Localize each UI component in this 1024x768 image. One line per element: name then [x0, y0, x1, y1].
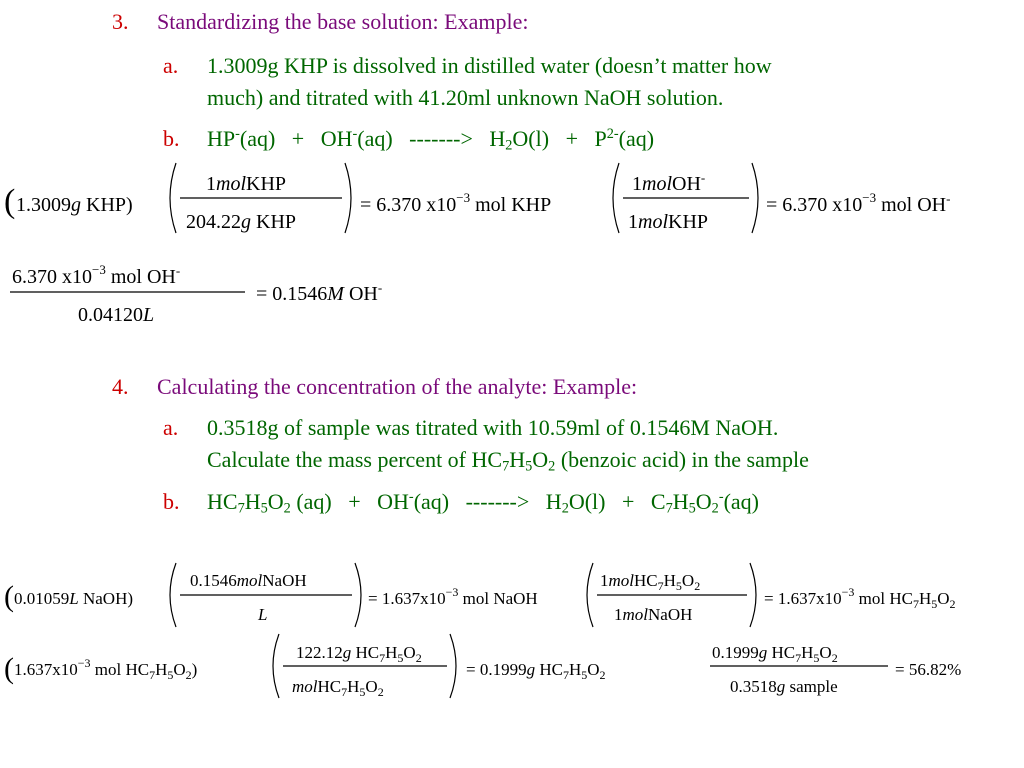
section-4a-line1: 0.3518g of sample was titrated with 10.59ml of 0.1546M NaOH.: [207, 415, 779, 440]
eq4-start: $1.637x10^{-3}$ mol $HC_7H_5O_2$): [14, 656, 198, 682]
eq2-denominator: 0.04120L: [78, 304, 155, 326]
eq1-frac2-numerator: 1molOH-: [632, 170, 706, 195]
eq3-start: 0.01059L NaOH): [14, 589, 134, 608]
eq1-result-2: = 6.370 $x10^{-3}$ mol OH-: [766, 190, 951, 216]
eq3-frac1-denominator: L: [258, 605, 268, 624]
eq3-frac1-numerator: 0.1546molNaOH: [190, 571, 307, 590]
eq4-rparen: [450, 634, 456, 698]
eq5-denominator: 0.3518g sample: [730, 677, 838, 696]
section-4-number: 4.: [112, 374, 129, 399]
eq1-frac1-numerator: 1molKHP: [206, 173, 287, 195]
section-3-title: Standardizing the base solution: Example:: [157, 9, 529, 34]
eq1-result-1: = 6.370 $x10^{-3}$ mol KHP: [360, 190, 552, 216]
section-4b-reaction: $HC_7H_5O_2$ (aq) + OH-(aq) -------> $H_2O(l) + C_7H_5O_2^-(aq)$: [207, 489, 760, 517]
eq3-frac2-denominator: 1molNaOH: [614, 605, 693, 624]
section-3-number: 3.: [112, 9, 129, 34]
eq3-result-1: = $1.637x10^{-3}$ mol NaOH: [368, 585, 538, 608]
eq3-start-paren: (: [4, 580, 14, 613]
eq1-start: 1.3009g KHP): [16, 194, 133, 216]
eq2-numerator: 6.370 $x10^{-3}$ mol OH-: [12, 262, 181, 288]
section-4-title: Calculating the concentration of the analyte: Example:: [157, 374, 638, 399]
section-3b-marker: b.: [163, 126, 180, 151]
section-3a-line1: 1.3009g KHP is dissolved in distilled water (doesn’t matter how: [207, 53, 772, 78]
eq4-result: = 0.1999g $HC_7H_5O_2$: [466, 660, 606, 682]
eq1-rparen-1: [345, 163, 351, 233]
eq3-rparen-1: [355, 563, 361, 627]
section-4a-marker: a.: [163, 415, 179, 440]
eq1-lparen-2: [613, 163, 619, 233]
eq1-lparen-1: [170, 163, 176, 233]
eq5-numerator: 0.1999g $HC_7H_5O_2$: [712, 643, 838, 665]
eq4-frac-numerator: 122.12g $HC_7H_5O_2$: [296, 643, 422, 665]
eq3-rparen-2: [750, 563, 756, 627]
section-4a-line2: Calculate the mass percent of $HC_7H_5O_2$ (benzoic acid) in the sample: [207, 447, 809, 475]
section-3a-marker: a.: [163, 53, 179, 78]
eq3-frac2-numerator: $1molHC_7H_5O_2$: [600, 571, 701, 593]
eq4-frac-denominator: $molHC_7H_5O_2$: [292, 677, 384, 699]
eq5-result: = 56.82%: [895, 660, 962, 679]
eq3-lparen-1: [170, 563, 176, 627]
eq4-start-paren: (: [4, 652, 14, 685]
eq4-lparen: [273, 634, 279, 698]
eq1-frac2-denominator: 1molKHP: [628, 211, 709, 233]
section-3b-reaction: HP-(aq) + OH-(aq) -------> $H_2O(l) + P^{2-}(aq)$: [207, 126, 655, 154]
eq1-start-paren: (: [4, 183, 16, 220]
eq3-result-2: = $1.637x10^{-3}$ mol $HC_7H_5O_2$: [764, 585, 956, 611]
section-3a-line2: much) and titrated with 41.20ml unknown NaOH solution.: [207, 85, 724, 110]
eq3-lparen-2: [587, 563, 593, 627]
section-4b-marker: b.: [163, 489, 180, 514]
eq1-rparen-2: [752, 163, 758, 233]
eq1-frac1-denominator: 204.22g KHP: [186, 211, 297, 233]
eq2-result: = 0.1546M OH-: [256, 280, 383, 305]
